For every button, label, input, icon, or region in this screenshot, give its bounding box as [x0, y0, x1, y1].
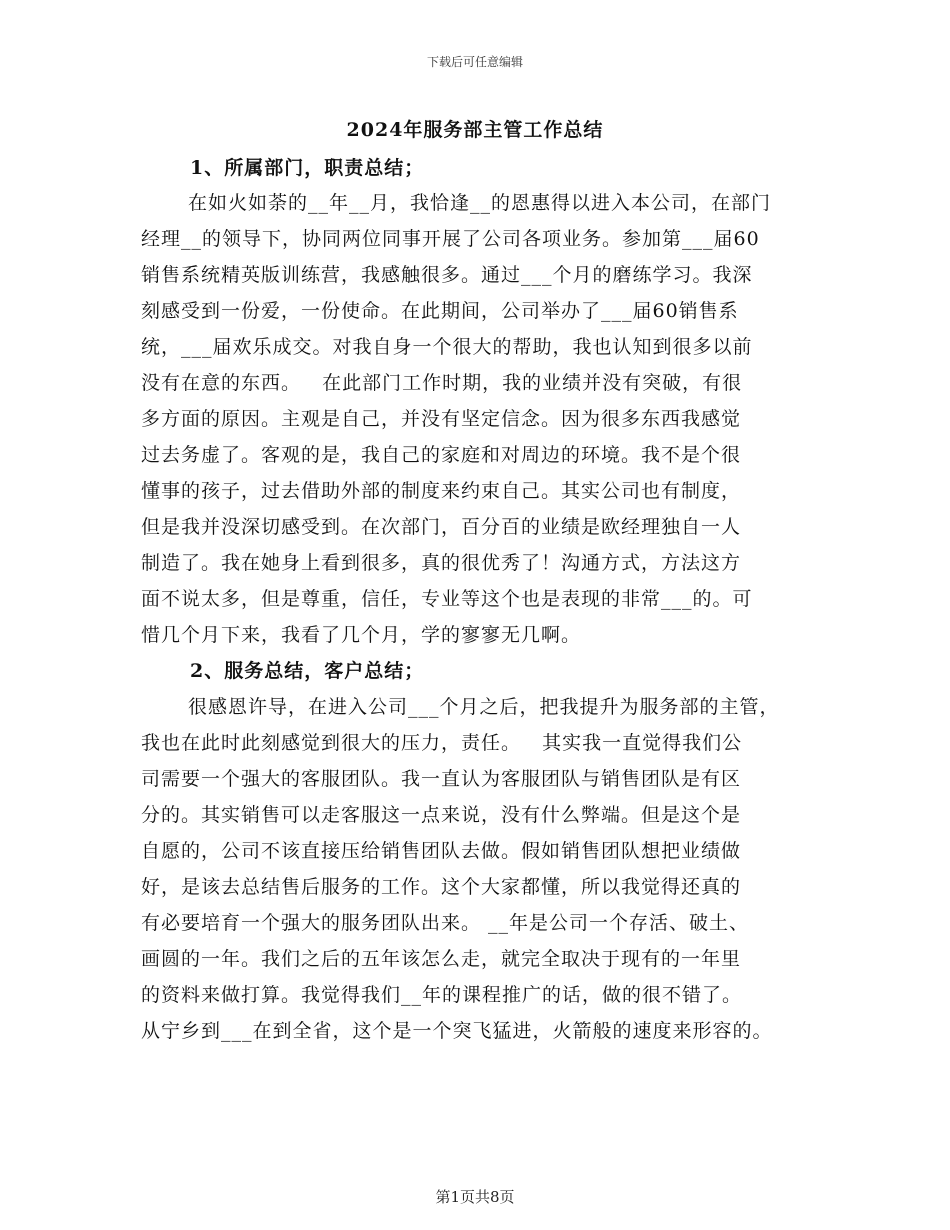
- paragraph-line: 我也在此时此刻感觉到很大的压力，责任。 其实我一直觉得我们公: [141, 732, 743, 754]
- paragraph-line: 过去务虚了。客观的是，我自己的家庭和对周边的环境。我不是个很: [141, 444, 742, 466]
- paragraph-line: 没有在意的东西。 在此部门工作时期，我的业绩并没有突破，有很: [141, 372, 743, 394]
- paragraph-line: 很感恩许导，在进入公司___个月之后，把我提升为服务部的主管，: [188, 696, 780, 718]
- section-2-heading: 2、服务总结，客户总结；: [190, 660, 425, 682]
- paragraph-line: 销售系统精英版训练营，我感触很多。通过___个月的磨练学习。我深: [141, 264, 753, 286]
- paragraph-line: 的资料来做打算。我觉得我们__年的课程推广的话，做的很不错了。: [141, 984, 743, 1006]
- page-header: 下载后可任意编辑: [426, 55, 523, 69]
- paragraph-line: 画圆的一年。我们之后的五年该怎么走，就完全取决于现有的一年里: [141, 948, 742, 970]
- paragraph-line: 司需要一个强大的客服团队。我一直认为客服团队与销售团队是有区: [141, 768, 742, 790]
- page-footer: 第1页共8页: [435, 1188, 515, 1206]
- paragraph-line: 经理__的领导下，协同两位同事开展了公司各项业务。参加第___届60: [141, 228, 760, 250]
- paragraph-line: 但是我并没深切感受到。在次部门，百分百的业绩是欧经理独自一人: [141, 516, 742, 538]
- paragraph-line: 在如火如荼的__年__月，我恰逢__的恩惠得以进入本公司，在部门: [188, 192, 772, 214]
- paragraph-line: 多方面的原因。主观是自己，并没有坚定信念。因为很多东西我感觉: [141, 408, 742, 430]
- paragraph-line: 刻感受到一份爱，一份使命。在此期间，公司举办了___届60销售系: [141, 300, 739, 322]
- paragraph-line: 面不说太多，但是尊重，信任，专业等这个也是表现的非常___的。可: [141, 588, 753, 610]
- section-1-heading: 1、所属部门，职责总结；: [190, 157, 425, 179]
- document-title: 2024年服务部主管工作总结: [346, 119, 604, 141]
- paragraph-line: 惜几个月下来，我看了几个月，学的寥寥无几啊。: [141, 624, 582, 646]
- paragraph-line: 统，___届欢乐成交。对我自身一个很大的帮助，我也认知到很多以前: [141, 336, 753, 358]
- paragraph-line: 好，是该去总结售后服务的工作。这个大家都懂，所以我觉得还真的: [141, 876, 742, 898]
- paragraph-line: 制造了。我在她身上看到很多，真的很优秀了！沟通方式，方法这方: [141, 552, 742, 574]
- paragraph-line: 懂事的孩子，过去借助外部的制度来约束自己。其实公司也有制度，: [141, 480, 742, 502]
- paragraph-line: 从宁乡到___在到全省，这个是一个突飞猛进，火箭般的速度来形容的。: [141, 1020, 773, 1042]
- paragraph-line: 有必要培育一个强大的服务团队出来。 __年是公司一个存活、破土、: [141, 912, 750, 934]
- paragraph-line: 自愿的，公司不该直接压给销售团队去做。假如销售团队想把业绩做: [141, 840, 742, 862]
- paragraph-line: 分的。其实销售可以走客服这一点来说，没有什么弊端。但是这个是: [141, 804, 742, 826]
